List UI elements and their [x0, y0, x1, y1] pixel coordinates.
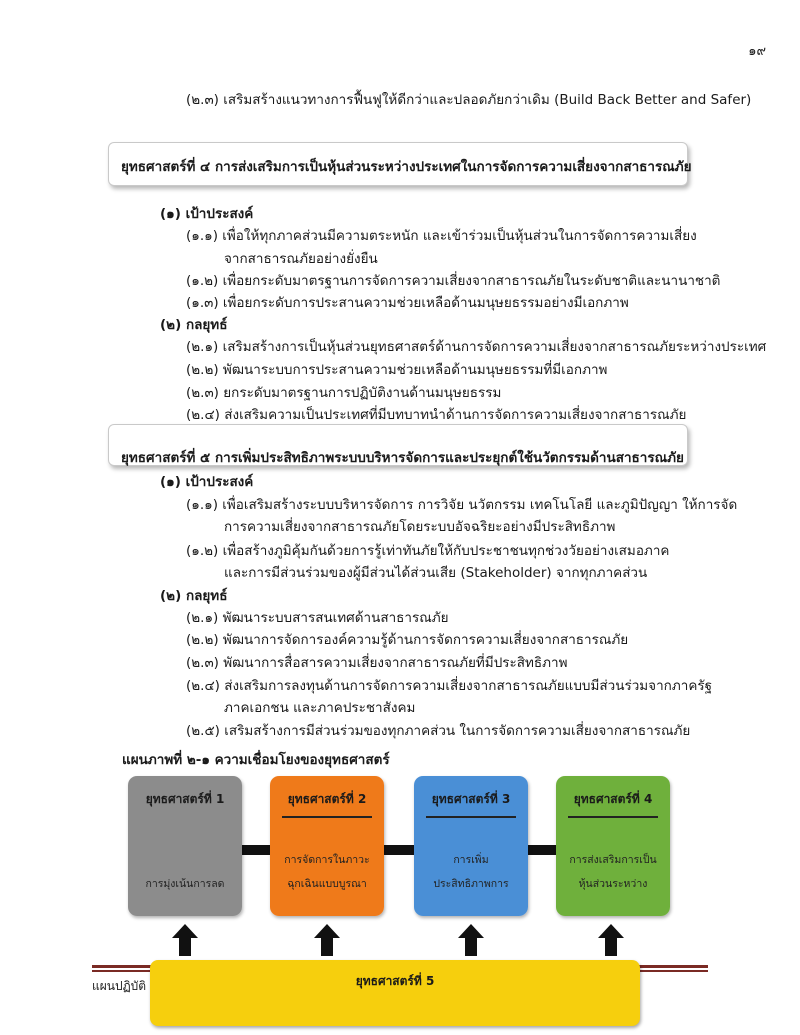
strategy-box-1-line2: การมุ่งเน้นการลด — [145, 878, 225, 890]
s4-strategy-heading: (๒) กลยุทธ์ — [160, 317, 228, 333]
s5-strategy-2-1: (๒.๑) พัฒนาระบบสารสนเทศด้านสาธารณภัย — [186, 610, 449, 626]
connector-2-3 — [382, 845, 416, 855]
page-number: ๑๙ — [748, 44, 766, 59]
s5-strategy-2-3: (๒.๓) พัฒนาการสื่อสารความเสี่ยงจากสาธารณภัยที่มีประสิทธิภาพ — [186, 655, 568, 671]
strategy-box-3-line2: ประสิทธิภาพการ — [433, 878, 509, 890]
s4-goal-1-3: (๑.๓) เพื่อยกระดับการประสานความช่วยเหลือด้านมนุษยธรรมอย่างมีเอกภาพ — [186, 295, 629, 311]
strategy-box-2-line2: ฉุกเฉินแบบบูรณา — [287, 878, 367, 890]
s5-goal-heading: (๑) เป้าประสงค์ — [160, 474, 254, 490]
s4-goal-1-1-cont: จากสาธารณภัยอย่างยั่งยืน — [224, 251, 378, 267]
s5-strategy-2-2: (๒.๒) พัฒนาการจัดการองค์ความรู้ด้านการจัดการความเสี่ยงจากสาธารณภัย — [186, 632, 629, 648]
strategy-box-1-title: ยุทธศาสตร์ที่ 1 — [145, 792, 225, 806]
footer-text: แผนปฏิบัติ — [92, 979, 147, 993]
connector-1-2 — [240, 845, 272, 855]
s5-goal-1-1-cont: การความเสี่ยงจากสาธารณภัยโดยระบบอัจฉริยะอย่างมีประสิทธิภาพ — [224, 519, 616, 535]
diagram-caption: แผนภาพที่ ๒-๑ ความเชื่อมโยงของยุทธศาสตร์ — [122, 752, 390, 768]
strategy-box-3-title: ยุทธศาสตร์ที่ 3 — [431, 792, 511, 806]
strategy-box-3-rule — [426, 816, 516, 818]
s4-goal-1-2: (๑.๒) เพื่อยกระดับมาตรฐานการจัดการความเสี่ยงจากสาธารณภัยในระดับชาติและนานาชาติ — [186, 273, 721, 289]
strategy5-title-box — [108, 424, 688, 466]
strategy-box-4-rule — [568, 816, 658, 818]
s4-strategy-2-4: (๒.๔) ส่งเสริมความเป็นประเทศที่มีบทบาทนำด้านการจัดการความเสี่ยงจากสาธารณภัย — [186, 407, 687, 423]
up-arrow-icon — [314, 924, 340, 956]
strategy-box-2 — [270, 776, 384, 916]
s5-strategy-2-4-cont: ภาคเอกชน และภาคประชาสังคม — [224, 700, 416, 716]
s4-strategy-2-2: (๒.๒) พัฒนาระบบการประสานความช่วยเหลือด้านมนุษยธรรมที่มีเอกภาพ — [186, 362, 608, 378]
s4-goal-heading: (๑) เป้าประสงค์ — [160, 206, 254, 222]
strategy-5-bar-label: ยุทธศาสตร์ที่ 5 — [355, 974, 435, 988]
s4-strategy-2-3: (๒.๓) ยกระดับมาตรฐานการปฏิบัติงานด้านมนุษยธรรม — [186, 385, 502, 401]
connector-3-4 — [528, 845, 558, 855]
strategy-box-4-line2: หุ้นส่วนระหว่าง — [578, 878, 648, 890]
strategy-box-4 — [556, 776, 670, 916]
item-2-3-top: (๒.๓) เสริมสร้างแนวทางการฟื้นฟูให้ดีกว่าและปลอดภัยกว่าเดิม (Build Back Better and Safer) — [186, 92, 752, 108]
strategy5-title: ยุทธศาสตร์ที่ ๕ การเพิ่มประสิทธิภาพระบบบริหารจัดการและประยุกต์ใช้นวัตกรรมด้านสาธารณภัย — [121, 450, 684, 466]
strategy4-title-box — [108, 142, 692, 186]
strategy4-title: ยุทธศาสตร์ที่ ๔ การส่งเสริมการเป็นหุ้นส่วนระหว่างประเทศในการจัดการความเสี่ยงจากสาธารณภัย — [121, 159, 692, 175]
strategy-box-4-title: ยุทธศาสตร์ที่ 4 — [573, 792, 653, 806]
strategy-box-1 — [128, 776, 242, 916]
strategy-box-4-line1: การส่งเสริมการเป็น — [569, 854, 657, 866]
strategy-5-bar — [150, 960, 640, 1026]
up-arrow-icon — [598, 924, 624, 956]
strategy-box-3-line1: การเพิ่ม — [453, 854, 489, 866]
s5-goal-1-2-cont: และการมีส่วนร่วมของผู้มีส่วนได้ส่วนเสีย (Stakeholder) จากทุกภาคส่วน — [224, 565, 648, 581]
strategy-box-2-line1: การจัดการในภาวะ — [284, 854, 370, 866]
up-arrow-icon — [458, 924, 484, 956]
s4-strategy-2-1: (๒.๑) เสริมสร้างการเป็นหุ้นส่วนยุทธศาสตร์ด้านการจัดการความเสี่ยงจากสาธารณภัยระหว่างประเทศ — [186, 339, 767, 355]
up-arrow-icon — [172, 924, 198, 956]
s4-goal-1-1: (๑.๑) เพื่อให้ทุกภาคส่วนมีความตระหนัก และเข้าร่วมเป็นหุ้นส่วนในการจัดการความเสี่ยง — [186, 228, 697, 244]
s5-strategy-2-5: (๒.๕) เสริมสร้างการมีส่วนร่วมของทุกภาคส่วน ในการจัดการความเสี่ยงจากสาธารณภัย — [186, 723, 691, 739]
strategy-box-2-rule — [282, 816, 372, 818]
s5-strategy-2-4: (๒.๔) ส่งเสริมการลงทุนด้านการจัดการความเสี่ยงจากสาธารณภัยแบบมีส่วนร่วมจากภาครัฐ — [186, 678, 713, 694]
s5-strategy-heading: (๒) กลยุทธ์ — [160, 588, 228, 604]
strategy-box-2-title: ยุทธศาสตร์ที่ 2 — [287, 792, 367, 806]
s5-goal-1-1: (๑.๑) เพื่อเสริมสร้างระบบบริหารจัดการ การวิจัย นวัตกรรม เทคโนโลยี และภูมิปัญญา ให้การจัด — [186, 497, 738, 513]
strategy-box-3 — [414, 776, 528, 916]
s5-goal-1-2: (๑.๒) เพื่อสร้างภูมิคุ้มกันด้วยการรู้เท่าทันภัยให้กับประชาชนทุกช่วงวัยอย่างเสมอภาค — [186, 543, 670, 559]
